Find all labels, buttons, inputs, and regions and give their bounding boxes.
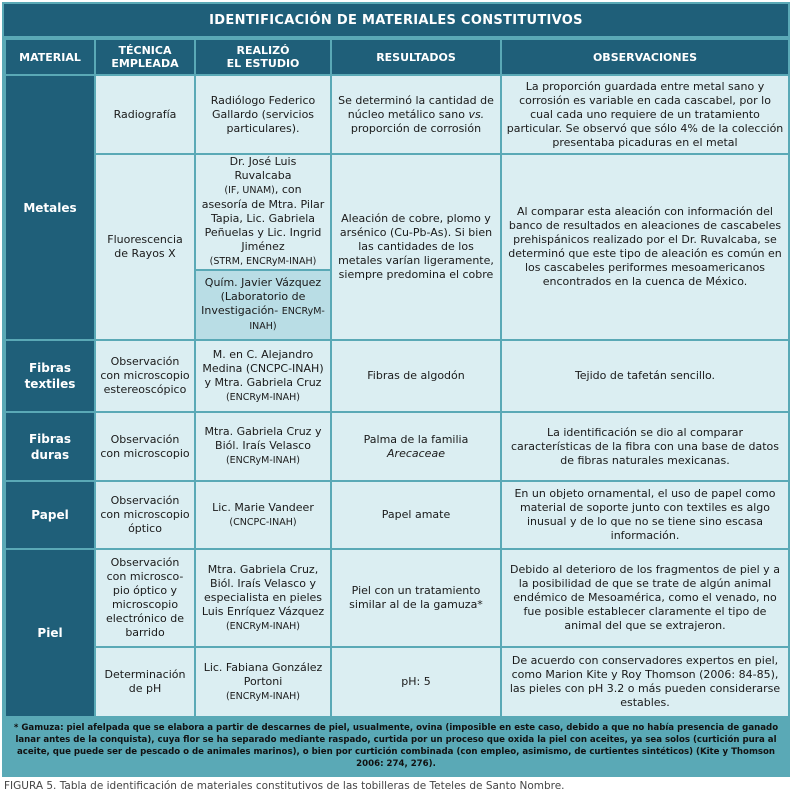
tecnica-cell: Determinación de pH xyxy=(96,648,194,716)
header-material: MATERIAL xyxy=(6,40,94,74)
tecnica-cell: Observación con microsco-pio óptico y microscopio electrónico de barrido xyxy=(96,550,194,646)
observacion-cell: Al comparar esta aleación con información del banco de resultados en aleaciones de cascabeles prehispánicos realizado por el Dr. Ruvalcaba, se determinó que este tipo de aleación es común en los cascabeles periformes mesoamericanos encontrados en la cuenca de México. xyxy=(502,155,788,339)
table-row xyxy=(6,482,788,548)
material-papel: Papel xyxy=(6,482,94,548)
tecnica-cell: Observación con microscopio xyxy=(96,413,194,480)
resultado-cell: Fibras de algodón xyxy=(332,341,500,411)
header-resultados: RESULTADOS xyxy=(332,40,500,74)
table-row xyxy=(6,648,788,716)
realizo-cell: Lic. Fabiana González Portoni (ENCRyM-INAH) xyxy=(196,648,330,716)
realizo-cell: Quím. Javier Vázquez (Laboratorio de Investigación- ENCRyM-INAH) xyxy=(196,271,330,339)
observacion-cell: La identificación se dio al comparar características de la fibra con una base de datos de fibras naturales mexicanas. xyxy=(502,413,788,480)
table-row xyxy=(6,413,788,480)
realizo-cell: Lic. Marie Vandeer (CNCPC-INAH) xyxy=(196,482,330,548)
observacion-cell: De acuerdo con conservadores expertos en piel, como Marion Kite y Roy Thomson (2006: 84-85), las pieles con pH 3.2 o más pueden considerarse estables. xyxy=(502,648,788,716)
table-row xyxy=(6,76,788,153)
material-metales: Metales xyxy=(6,76,94,339)
header-row xyxy=(6,40,788,74)
material-fibras-textiles: Fibras textiles xyxy=(6,341,94,411)
observacion-cell: Debido al deterioro de los fragmentos de piel y a la posibilidad de que se trate de algún animal endémico de Mesoamérica, como el venado, no fue posible establecer claramente el tipo de animal del que se extrajeron. xyxy=(502,550,788,646)
observacion-cell: La proporción guardada entre metal sano y corrosión es variable en cada cascabel, por lo cual cada uno requiere de un tratamiento particular. Se observó que sólo 4% de la colección presentaba picaduras en el metal xyxy=(502,76,788,153)
footnote: * Gamuza: piel afelpada que se elabora a partir de descarnes de piel, usualmente, ovina (imposible en este caso, debido a que no había presencia de ganado lanar antes de la conquista), cuya flor se ha separado mediante raspado, curtida por un proceso que oxida la piel con aceites, ya sea solos (curtición pura al aceite, que puede ser de pescado o de animales marinos), o bien por curtición combinada (con empleo, asimismo, de curtientes sintéticos) (Kite y Thomson 2006: 274, 276). xyxy=(4,718,788,775)
resultado-cell: Papel amate xyxy=(332,482,500,548)
tecnica-cell: Fluorescencia de Rayos X xyxy=(96,155,194,339)
resultado-cell: Se determinó la cantidad de núcleo metálico sano vs. proporción de corrosión xyxy=(332,76,500,153)
table-row xyxy=(6,550,788,646)
realizo-cell: Dr. José Luis Ruvalcaba (IF, UNAM), con asesoría de Mtra. Pilar Tapia, Lic. Gabriela Peñuelas y Lic. Ingrid Jiménez (STRM, ENCRyM-INAH) xyxy=(196,155,330,269)
materials-table xyxy=(4,38,790,718)
realizo-cell: Mtra. Gabriela Cruz, Biól. Iraís Velasco y especialista en pieles Luis Enríquez Vázquez (ENCRyM-INAH) xyxy=(196,550,330,646)
tecnica-cell: Observación con microscopio estereoscópico xyxy=(96,341,194,411)
figure-caption: FIGURA 5. Tabla de identificación de materiales constitutivos de las tobilleras de Teteles de Santo Nombre. xyxy=(4,780,565,792)
resultado-cell: Piel con un tratamiento similar al de la gamuza* xyxy=(332,550,500,646)
tecnica-cell: Radiografía xyxy=(96,76,194,153)
observacion-cell: En un objeto ornamental, el uso de papel como material de soporte junto con textiles es algo inusual y de lo que no se tiene sino escasa información. xyxy=(502,482,788,548)
resultado-cell: Palma de la familia Arecaceae xyxy=(332,413,500,480)
table-title: IDENTIFICACIÓN DE MATERIALES CONSTITUTIVOS xyxy=(4,4,788,38)
observacion-cell: Tejido de tafetán sencillo. xyxy=(502,341,788,411)
material-piel: Piel xyxy=(6,550,94,716)
materials-table-frame xyxy=(2,2,790,777)
header-realizo: REALIZÓ EL ESTUDIO xyxy=(196,40,330,74)
material-fibras-duras: Fibras duras xyxy=(6,413,94,480)
header-observaciones: OBSERVACIONES xyxy=(502,40,788,74)
table-row xyxy=(6,155,788,269)
resultado-cell: Aleación de cobre, plomo y arsénico (Cu-Pb-As). Si bien las cantidades de los metales varían ligeramente, siempre predomina el cobre xyxy=(332,155,500,339)
realizo-cell: M. en C. Alejandro Medina (CNCPC-INAH) y Mtra. Gabriela Cruz (ENCRyM-INAH) xyxy=(196,341,330,411)
tecnica-cell: Observación con microscopio óptico xyxy=(96,482,194,548)
realizo-cell: Mtra. Gabriela Cruz y Biól. Iraís Velasco (ENCRyM-INAH) xyxy=(196,413,330,480)
resultado-cell: pH: 5 xyxy=(332,648,500,716)
realizo-cell: Radiólogo Federico Gallardo (servicios particulares). xyxy=(196,76,330,153)
table-row xyxy=(6,341,788,411)
header-tecnica: TÉCNICA EMPLEADA xyxy=(96,40,194,74)
